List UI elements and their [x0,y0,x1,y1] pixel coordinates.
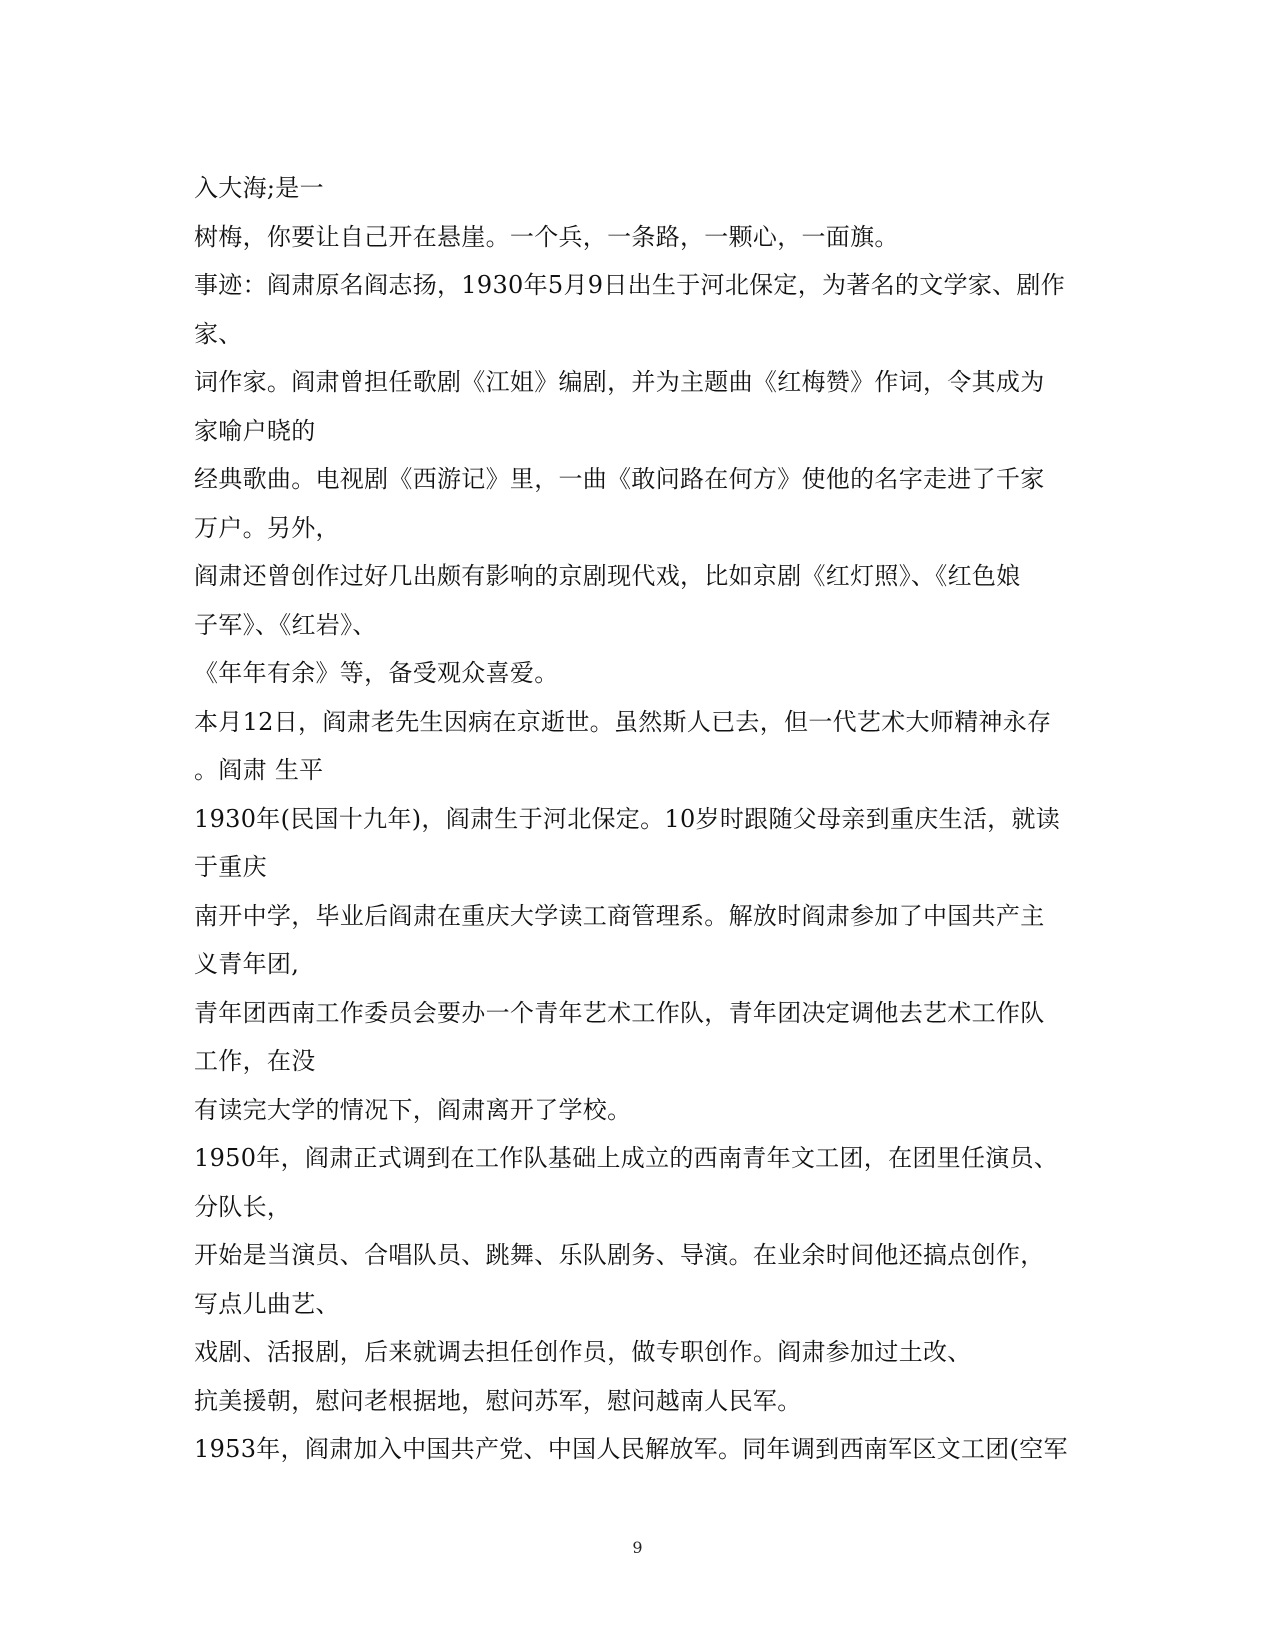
text-line: 义青年团, [194,950,300,978]
text-line: 万户。另外， [194,513,340,542]
text-line: 经典歌曲。电视剧《西游记》里，一曲《敢问路在何方》使他的名字走进了千家 [194,465,1045,493]
text-line: 工作，在没 [194,1047,316,1075]
text-line: 事迹：阎肃原名阎志扬，1930年5月9日出生于河北保定，为著名的文学家、剧作 [194,271,1066,299]
text-line: 1953年，阎肃加入中国共产党、中国人民解放军。同年调到西南军区文工团(空军 [194,1435,1068,1463]
text-line: 有读完大学的情况下，阎肃离开了学校。 [194,1095,632,1124]
text-line: 南开中学，毕业后阎肃在重庆大学读工商管理系。解放时阎肃参加了中国共产主 [194,901,1045,930]
text-line: 开始是当演员、合唱队员、跳舞、乐队剧务、导演。在业余时间他还搞点创作， [194,1241,1045,1269]
text-line: 子军》、《红岩》、 [194,610,377,639]
text-line: 本月12日，阎肃老先生因病在京逝世。虽然斯人已去，但一代艺术大师精神永存 [194,707,1052,736]
text-line: 《年年有余》等，备受观众喜爱。 [194,659,559,687]
text-line: 抗美援朝，慰问老根据地，慰问苏军，慰问越南人民军。 [194,1386,802,1415]
text-line: 树梅，你要让自己开在悬崖。一个兵，一条路，一颗心，一面旗。 [194,222,899,251]
text-line: 写点儿曲艺、 [194,1289,340,1318]
text-line: 于重庆 [194,853,267,881]
text-line: 家喻户晓的 [194,416,316,445]
text-line: 分队长， [194,1192,292,1221]
text-line: 青年团西南工作委员会要办一个青年艺术工作队，青年团决定调他去艺术工作队 [194,998,1045,1027]
body-text [194,164,1094,1474]
text-line: 入大海;是一 [194,174,324,202]
text-line: 1950年，阎肃正式调到在工作队基础上成立的西南青年文工团，在团里任演员、 [194,1144,1059,1172]
text-line: 词作家。阎肃曾担任歌剧《江姐》编剧，并为主题曲《红梅赞》作词，令其成为 [194,368,1045,396]
page-number: 9 [632,1538,643,1557]
text-line: 戏剧、活报剧，后来就调去担任创作员，做专职创作。阎肃参加过土改、 [194,1338,972,1366]
text-line: 。阎肃 生平 [194,756,324,784]
text-line: 家、 [194,319,243,348]
text-line: 阎肃还曾创作过好几出颇有影响的京剧现代戏，比如京剧《红灯照》、《红色娘 [194,562,1021,590]
text-line: 1930年(民国十九年)，阎肃生于河北保定。10岁时跟随父母亲到重庆生活，就读 [194,804,1061,833]
